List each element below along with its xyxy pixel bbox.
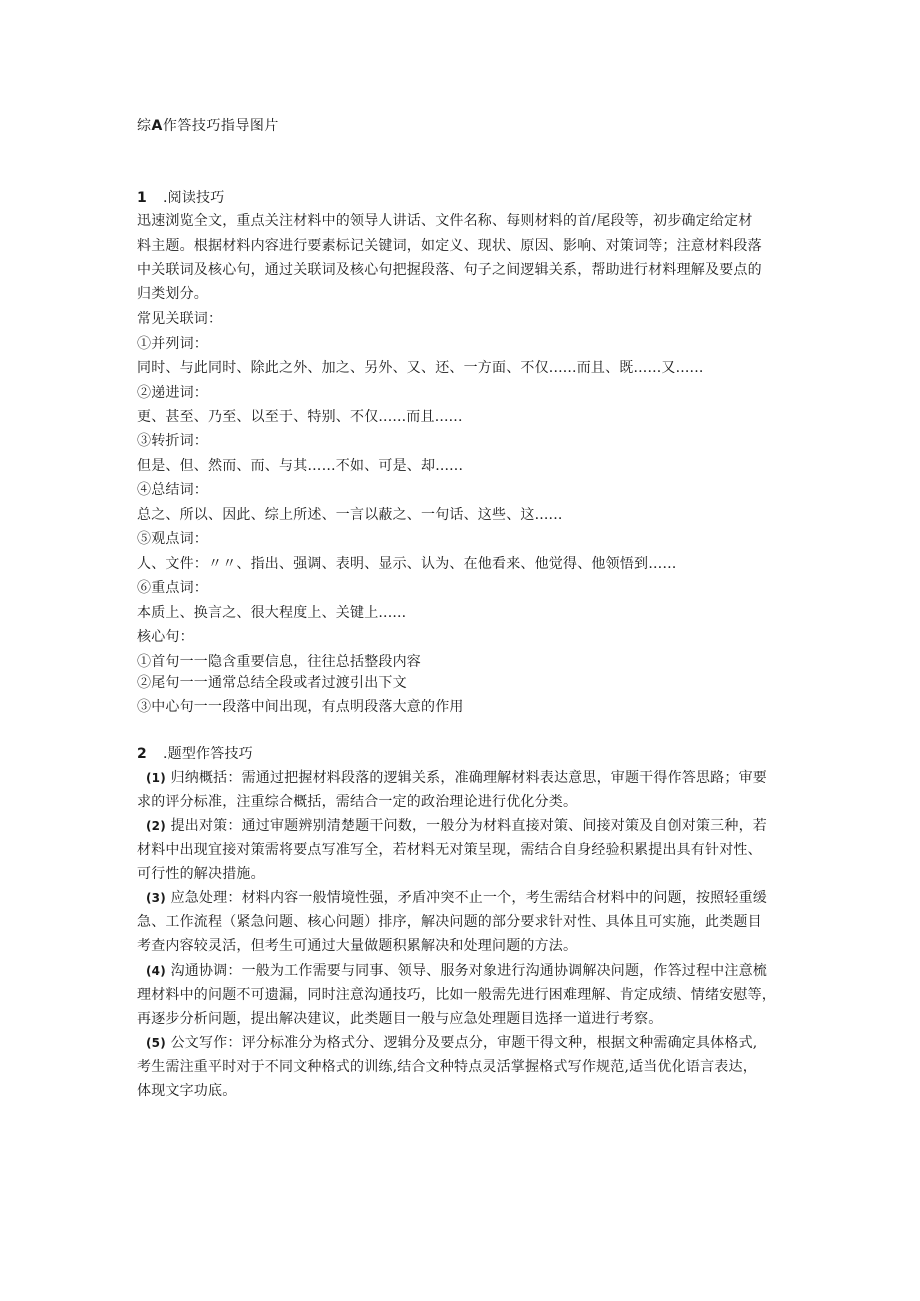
connective-examples: 人、文件：〃〃、指出、强调、表明、显示、认为、在他看来、他觉得、他领悟到…… bbox=[137, 556, 677, 572]
answer-tip-line: (4) 沟通协调：一般为工作需要与同事、领导、服务对象进行沟通协调解决问题，作答过程中注意梳 bbox=[146, 963, 767, 979]
answer-tip-line: (3) 应急处理：材料内容一般情境性强，矛盾冲突不止一个，考生需结合材料中的问题，按照轻重缓 bbox=[146, 890, 767, 906]
title-bold: A bbox=[151, 118, 163, 134]
section1-para-line: 归类划分。 bbox=[137, 286, 208, 302]
section1-title: .阅读技巧 bbox=[163, 190, 225, 206]
answer-tip-line: 再逐步分析问题，提出解决建议，此类题目一般与应急处理题目选择一道进行考察。 bbox=[137, 1011, 663, 1027]
section2-title: .题型作答技巧 bbox=[163, 746, 253, 762]
connective-category: ②递进词： bbox=[137, 385, 208, 401]
section2-heading bbox=[137, 743, 253, 765]
item-number: (3) bbox=[146, 891, 166, 905]
answer-tip-line: 可行性的解决措施。 bbox=[137, 866, 265, 882]
answer-tip-line: 考生需注重平时对于不同文种格式的训练,结合文种特点灵活掌握格式写作规范,适当优化语言表达， bbox=[137, 1059, 757, 1075]
answer-tip-line: 急、工作流程（紧急问题、核心问题）排序，解决问题的部分要求针对性、具体且可实施，此类题目 bbox=[137, 914, 762, 930]
item-number: (1) bbox=[146, 771, 166, 785]
answer-tip-line: 材料中出现宜接对策需将要点写准写全，若材料无对策呈现，需结合自身经验积累提出具有针对性、 bbox=[137, 842, 762, 858]
connective-category: ⑤观点词： bbox=[137, 531, 208, 547]
item-number: (4) bbox=[146, 964, 166, 978]
connective-examples: 总之、所以、因此、综上所述、一言以蔽之、一句话、这些、这...... bbox=[137, 507, 563, 523]
connective-category: ①并列词： bbox=[137, 336, 208, 352]
answer-tip-line: (1) 归纳概括：需通过把握材料段落的逻辑关系，准确理解材料表达意思，审题干得作答思路；审要 bbox=[146, 770, 767, 786]
answer-tip-line: (5) 公文写作：评分标准分为格式分、逻辑分及要点分，审题干得文种，根据文种需确定具体格式, bbox=[146, 1035, 758, 1051]
answer-tip-line: (2) 提出对策：通过审题辨别清楚题干问数，一般分为材料直接对策、间接对策及自创对策三种，若 bbox=[146, 818, 767, 834]
section1-heading bbox=[137, 187, 224, 209]
page-title bbox=[137, 116, 279, 136]
section1-para-line: 中关联词及核心句，通过关联词及核心句把握段落、句子之间逻辑关系，帮助进行材料理解及要点的 bbox=[137, 262, 762, 278]
connective-examples: 本质上、换言之、很大程度上、关键上...... bbox=[137, 605, 407, 621]
core-sentence-item: ①首句一一隐含重要信息，往往总括整段内容 bbox=[137, 654, 421, 670]
item-number: (5) bbox=[146, 1036, 166, 1050]
core-sentence-item: ②尾句一一通常总结全段或者过渡引出下文 bbox=[137, 675, 407, 691]
section1-para-line: 料主题。根据材料内容进行要素标记关键词，如定义、现状、原因、影响、对策词等；注意材料段落 bbox=[137, 238, 762, 254]
connective-category: ③转折词： bbox=[137, 433, 208, 449]
common-connectives-label: 常见关联词： bbox=[137, 311, 223, 327]
connective-category: ④总结词： bbox=[137, 482, 208, 498]
answer-tip-line: 体现文字功底。 bbox=[137, 1083, 237, 1099]
core-sentence-label: 核心句： bbox=[137, 629, 194, 645]
section2-number: 2 bbox=[137, 746, 147, 762]
connective-category: ⑥重点词： bbox=[137, 580, 208, 596]
connective-examples: 更、甚至、乃至、以至于、特别、不仅......而且...... bbox=[137, 409, 463, 425]
title-rest: 作答技巧指导图片 bbox=[162, 118, 279, 134]
answer-tip-line: 求的评分标准，注重综合概括，需结合一定的政治理论进行优化分类。 bbox=[137, 794, 578, 810]
answer-tip-line: 理材料中的问题不可遗漏，同时注意沟通技巧，比如一般需先进行困难理解、肯定成绩、情绪安慰等， bbox=[137, 987, 776, 1003]
item-number: (2) bbox=[146, 819, 166, 833]
core-sentence-item: ③中心句一一段落中间出现，有点明段落大意的作用 bbox=[137, 699, 464, 715]
connective-examples: 同时、与此同时、除此之外、加之、另外、又、还、一方面、不仅......而且、既......又...... bbox=[137, 360, 704, 376]
title-prefix: 综 bbox=[137, 118, 152, 134]
answer-tip-line: 考查内容较灵活，但考生可通过大量做题积累解决和处理问题的方法。 bbox=[137, 938, 578, 954]
connective-examples: 但是、但、然而、而、与其……不如、可是、却...... bbox=[137, 458, 464, 474]
section1-number: 1 bbox=[137, 190, 147, 206]
section1-para-line: 迅速浏览全文，重点关注材料中的领导人讲话、文件名称、每则材料的首/尾段等，初步确定给定材 bbox=[137, 213, 753, 229]
